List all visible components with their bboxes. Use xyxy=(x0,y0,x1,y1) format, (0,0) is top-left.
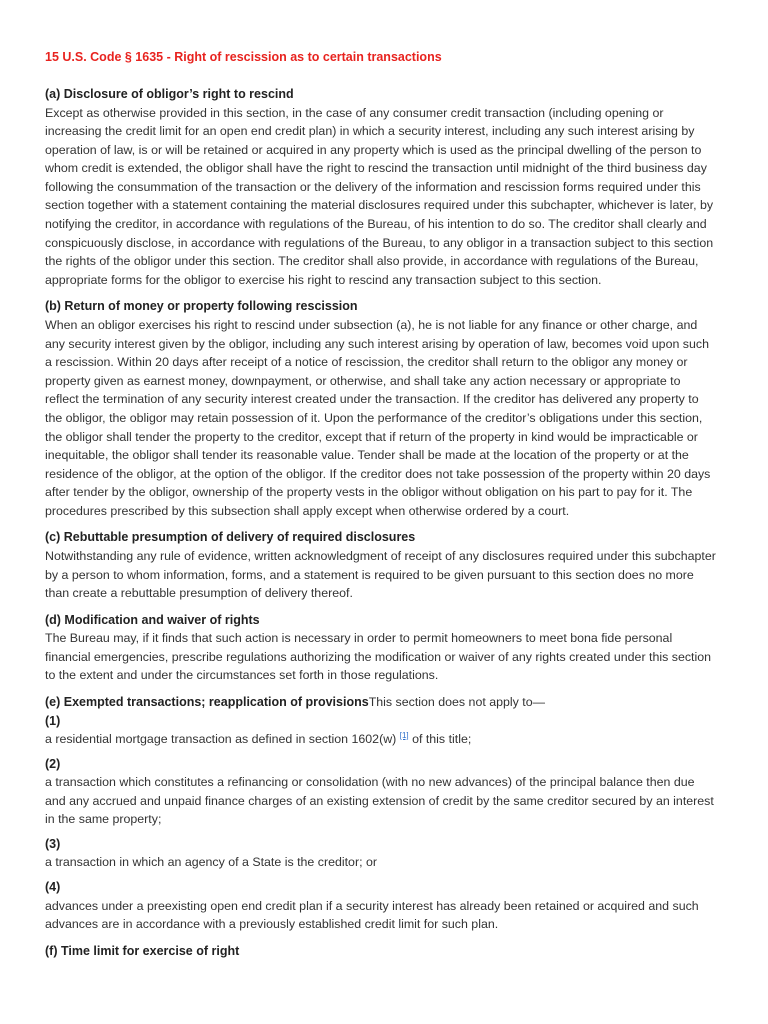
text-line: whom credit is extended, the obligor shall have the right to rescind the transaction until midnight of the third business day xyxy=(45,161,707,176)
text-line: appropriate forms for the obligor to exercise his right to rescind any transaction subject to this section. xyxy=(45,272,602,287)
footnote-link[interactable]: [1] xyxy=(399,730,409,740)
section-d-heading: (d) Modification and waiver of rights xyxy=(45,612,260,627)
text-line: advances are in accordance with a previously established credit limit for such plan. xyxy=(45,917,499,932)
text-line: any security interest given by the obligor, including any such interest arising by operation of law, becomes void upon such xyxy=(45,336,709,351)
text-line: increasing the credit limit for an open end credit plan) in which a security interest, including any such interest arising by xyxy=(45,124,695,139)
text-line: the obligor shall tender the property to the creditor, except that if return of the property in kind would be impracticable or xyxy=(45,429,698,444)
text-line: a transaction which constitutes a refinancing or consolidation (with no new advances) of the principal balance then due xyxy=(45,775,695,790)
text-line: section together with a statement containing the material disclosures required under this subchapter, whichever is later, by xyxy=(45,198,714,213)
text-line: after tender by the obligor, ownership of the property vests in the obligor without obligation on his part to pay for it. The xyxy=(45,485,693,500)
section-e-heading-row xyxy=(45,693,723,712)
section-b xyxy=(45,297,723,520)
text-line: by a person to whom information, forms, and a statement is required to be given pursuant to this section does no more xyxy=(45,567,694,582)
text-line: residence of the obligor, at the option of the obligor. If the creditor does not take possession of the property within 20 days xyxy=(45,466,711,481)
section-e xyxy=(45,693,723,934)
section-a-text xyxy=(45,104,723,290)
text-line xyxy=(45,730,723,749)
text-line: in the same property; xyxy=(45,812,162,827)
list-item xyxy=(45,835,723,872)
text-line: a rescission. Within 20 days after receipt of a notice of rescission, the creditor shall return to the obligor any money or xyxy=(45,355,688,370)
text-line: procedures prescribed by this subsection shall apply except when otherwise ordered by a court. xyxy=(45,503,570,518)
section-c-heading: (c) Rebuttable presumption of delivery of required disclosures xyxy=(45,530,416,545)
text-line: notifying the creditor, in accordance with regulations of the Bureau, of his intention to do so. The creditor shall clearly and xyxy=(45,217,707,232)
item-number: (2) xyxy=(45,756,61,771)
item-text xyxy=(45,730,723,749)
text-line: to the extent and under the circumstances set forth in those regulations. xyxy=(45,668,439,683)
section-f xyxy=(45,942,723,961)
text-line: The Bureau may, if it finds that such action is necessary in order to permit homeowners to meet bona fide personal xyxy=(45,631,673,646)
section-a xyxy=(45,85,723,289)
text-line: advances under a preexisting open end credit plan if a security interest has already been retained or acquired and such xyxy=(45,898,699,913)
item-number: (3) xyxy=(45,836,61,851)
list-item xyxy=(45,712,723,749)
section-a-heading: (a) Disclosure of obligor’s right to rescind xyxy=(45,87,294,101)
section-c xyxy=(45,528,723,602)
text-line: reflect the termination of any security interest created under the transaction. If the creditor has delivered any property to xyxy=(45,392,699,407)
item-text xyxy=(45,773,723,829)
text-line: conspicuously disclose, in accordance with regulations of the Bureau, to any obligor in a transaction subject to this section xyxy=(45,235,714,250)
section-e-intro: This section does not apply to— xyxy=(368,695,546,710)
text-line: the obligor, the obligor may retain possession of it. Upon the performance of the creditor’s obligations under this section, xyxy=(45,410,703,425)
item-text-after-link: of this title; xyxy=(408,732,472,747)
text-line: Notwithstanding any rule of evidence, written acknowledgment of receipt of any disclosures required under this subchapter xyxy=(45,548,716,563)
text-line: a transaction in which an agency of a State is the creditor; or xyxy=(45,855,377,870)
text-line: When an obligor exercises his right to rescind under subsection (a), he is not liable for any finance or other charge, and xyxy=(45,317,698,332)
section-e-heading: (e) Exempted transactions; reapplication of provisions xyxy=(45,695,369,710)
section-d-text xyxy=(45,629,723,685)
list-item xyxy=(45,878,723,934)
text-line: financial emergencies, prescribe regulations authorizing the modification or waiver of any rights created under this section xyxy=(45,649,712,664)
text-line: and any accrued and unpaid finance charges of an existing extension of credit by the same creditor secured by an interest xyxy=(45,793,714,808)
item-number: (1) xyxy=(45,713,61,728)
text-line: following the consummation of the transaction or the delivery of the information and rescission forms required under this xyxy=(45,179,701,194)
text-line: Except as otherwise provided in this section, in the case of any consumer credit transaction (including opening or xyxy=(45,105,664,120)
item-text xyxy=(45,853,723,872)
text-line: than create a rebuttable presumption of delivery thereof. xyxy=(45,586,353,601)
document-title: 15 U.S. Code § 1635 - Right of rescission as to certain transactions xyxy=(45,50,442,64)
section-c-text xyxy=(45,547,723,603)
list-item xyxy=(45,755,723,829)
item-text-before-link: a residential mortgage transaction as defined in section 1602(w) xyxy=(45,732,400,747)
item-number: (4) xyxy=(45,880,61,894)
section-b-text xyxy=(45,316,723,521)
text-line: the rights of the obligor under this section. The creditor shall also provide, in accordance with regulations of the Bureau, xyxy=(45,254,699,269)
text-line: property given as earnest money, downpayment, or otherwise, and shall take any action necessary or appropriate to xyxy=(45,373,681,388)
item-text xyxy=(45,897,723,934)
section-f-heading: (f) Time limit for exercise of right xyxy=(45,943,240,958)
section-d xyxy=(45,611,723,685)
text-line: inequitable, the obligor shall tender its reasonable value. Tender shall be made at the location of the property or at the xyxy=(45,448,689,463)
text-line: operation of law, is or will be retained or acquired in any property which is used as the principal dwelling of the person to xyxy=(45,142,702,157)
section-b-heading: (b) Return of money or property following rescission xyxy=(45,299,358,314)
